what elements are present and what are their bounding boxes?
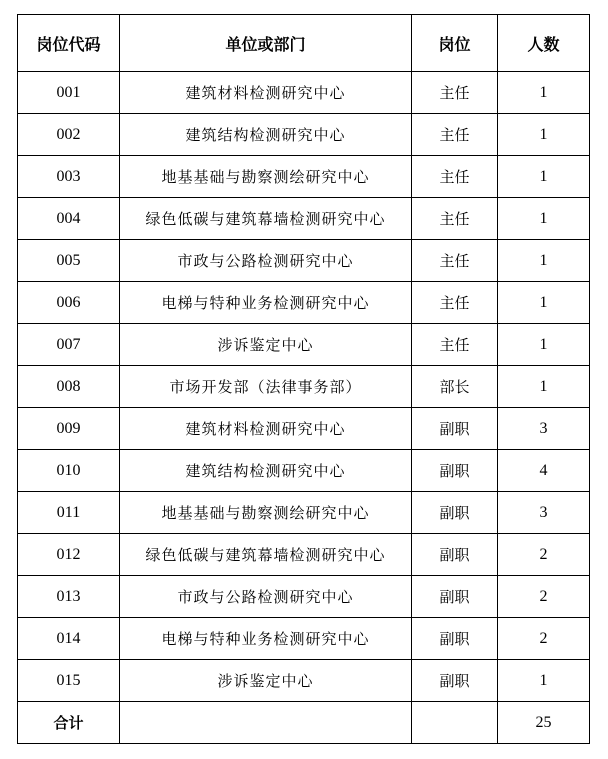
table-row: [18, 492, 590, 534]
total-count: 25: [498, 702, 590, 744]
table-row: [18, 534, 590, 576]
cell-count: 1: [498, 282, 590, 324]
cell-count: 2: [498, 576, 590, 618]
cell-position: 主任: [412, 240, 498, 282]
cell-position: 主任: [412, 114, 498, 156]
cell-unit: 电梯与特种业务检测研究中心: [120, 282, 412, 324]
cell-code: 007: [18, 324, 120, 366]
header-code: 岗位代码: [18, 15, 120, 72]
table-row: [18, 114, 590, 156]
cell-count: 1: [498, 72, 590, 114]
cell-count: 1: [498, 366, 590, 408]
cell-count: 4: [498, 450, 590, 492]
positions-table: [17, 14, 590, 744]
cell-code: 011: [18, 492, 120, 534]
cell-code: 002: [18, 114, 120, 156]
cell-code: 014: [18, 618, 120, 660]
table-footer: [18, 702, 590, 744]
cell-code: 008: [18, 366, 120, 408]
table-row: [18, 282, 590, 324]
table-row: [18, 366, 590, 408]
header-row: [18, 15, 590, 72]
table-row: [18, 156, 590, 198]
table-body: [18, 72, 590, 702]
table-row: [18, 408, 590, 450]
cell-count: 3: [498, 492, 590, 534]
cell-position: 主任: [412, 156, 498, 198]
cell-position: 副职: [412, 408, 498, 450]
cell-position: 副职: [412, 660, 498, 702]
cell-position: 主任: [412, 324, 498, 366]
cell-unit: 绿色低碳与建筑幕墙检测研究中心: [120, 534, 412, 576]
table-row: [18, 618, 590, 660]
cell-code: 015: [18, 660, 120, 702]
total-empty-cell: [412, 702, 498, 744]
table-row: [18, 240, 590, 282]
cell-code: 010: [18, 450, 120, 492]
cell-count: 1: [498, 114, 590, 156]
header-count: 人数: [498, 15, 590, 72]
total-empty-cell: [120, 702, 412, 744]
cell-code: 009: [18, 408, 120, 450]
cell-code: 013: [18, 576, 120, 618]
cell-code: 003: [18, 156, 120, 198]
cell-count: 2: [498, 618, 590, 660]
cell-code: 004: [18, 198, 120, 240]
cell-position: 副职: [412, 492, 498, 534]
cell-unit: 绿色低碳与建筑幕墙检测研究中心: [120, 198, 412, 240]
cell-unit: 电梯与特种业务检测研究中心: [120, 618, 412, 660]
cell-position: 副职: [412, 534, 498, 576]
total-row: [18, 702, 590, 744]
cell-code: 005: [18, 240, 120, 282]
cell-position: 副职: [412, 618, 498, 660]
cell-unit: 地基基础与勘察测绘研究中心: [120, 156, 412, 198]
cell-position: 部长: [412, 366, 498, 408]
cell-count: 1: [498, 198, 590, 240]
table-row: [18, 660, 590, 702]
cell-unit: 建筑结构检测研究中心: [120, 114, 412, 156]
cell-count: 1: [498, 660, 590, 702]
cell-position: 副职: [412, 450, 498, 492]
cell-unit: 市场开发部（法律事务部）: [120, 366, 412, 408]
cell-unit: 建筑结构检测研究中心: [120, 450, 412, 492]
cell-code: 001: [18, 72, 120, 114]
cell-unit: 地基基础与勘察测绘研究中心: [120, 492, 412, 534]
header-unit: 单位或部门: [120, 15, 412, 72]
cell-count: 1: [498, 240, 590, 282]
cell-position: 副职: [412, 576, 498, 618]
cell-code: 006: [18, 282, 120, 324]
cell-count: 1: [498, 156, 590, 198]
cell-unit: 建筑材料检测研究中心: [120, 72, 412, 114]
cell-count: 1: [498, 324, 590, 366]
table-row: [18, 576, 590, 618]
cell-code: 012: [18, 534, 120, 576]
cell-unit: 市政与公路检测研究中心: [120, 240, 412, 282]
table-row: [18, 324, 590, 366]
cell-position: 主任: [412, 72, 498, 114]
cell-position: 主任: [412, 282, 498, 324]
cell-unit: 涉诉鉴定中心: [120, 324, 412, 366]
cell-unit: 涉诉鉴定中心: [120, 660, 412, 702]
table-header: [18, 15, 590, 72]
cell-position: 主任: [412, 198, 498, 240]
cell-unit: 建筑材料检测研究中心: [120, 408, 412, 450]
table-row: [18, 198, 590, 240]
header-position: 岗位: [412, 15, 498, 72]
table-row: [18, 450, 590, 492]
cell-unit: 市政与公路检测研究中心: [120, 576, 412, 618]
table-row: [18, 72, 590, 114]
cell-count: 3: [498, 408, 590, 450]
cell-count: 2: [498, 534, 590, 576]
total-label: 合计: [18, 702, 120, 744]
